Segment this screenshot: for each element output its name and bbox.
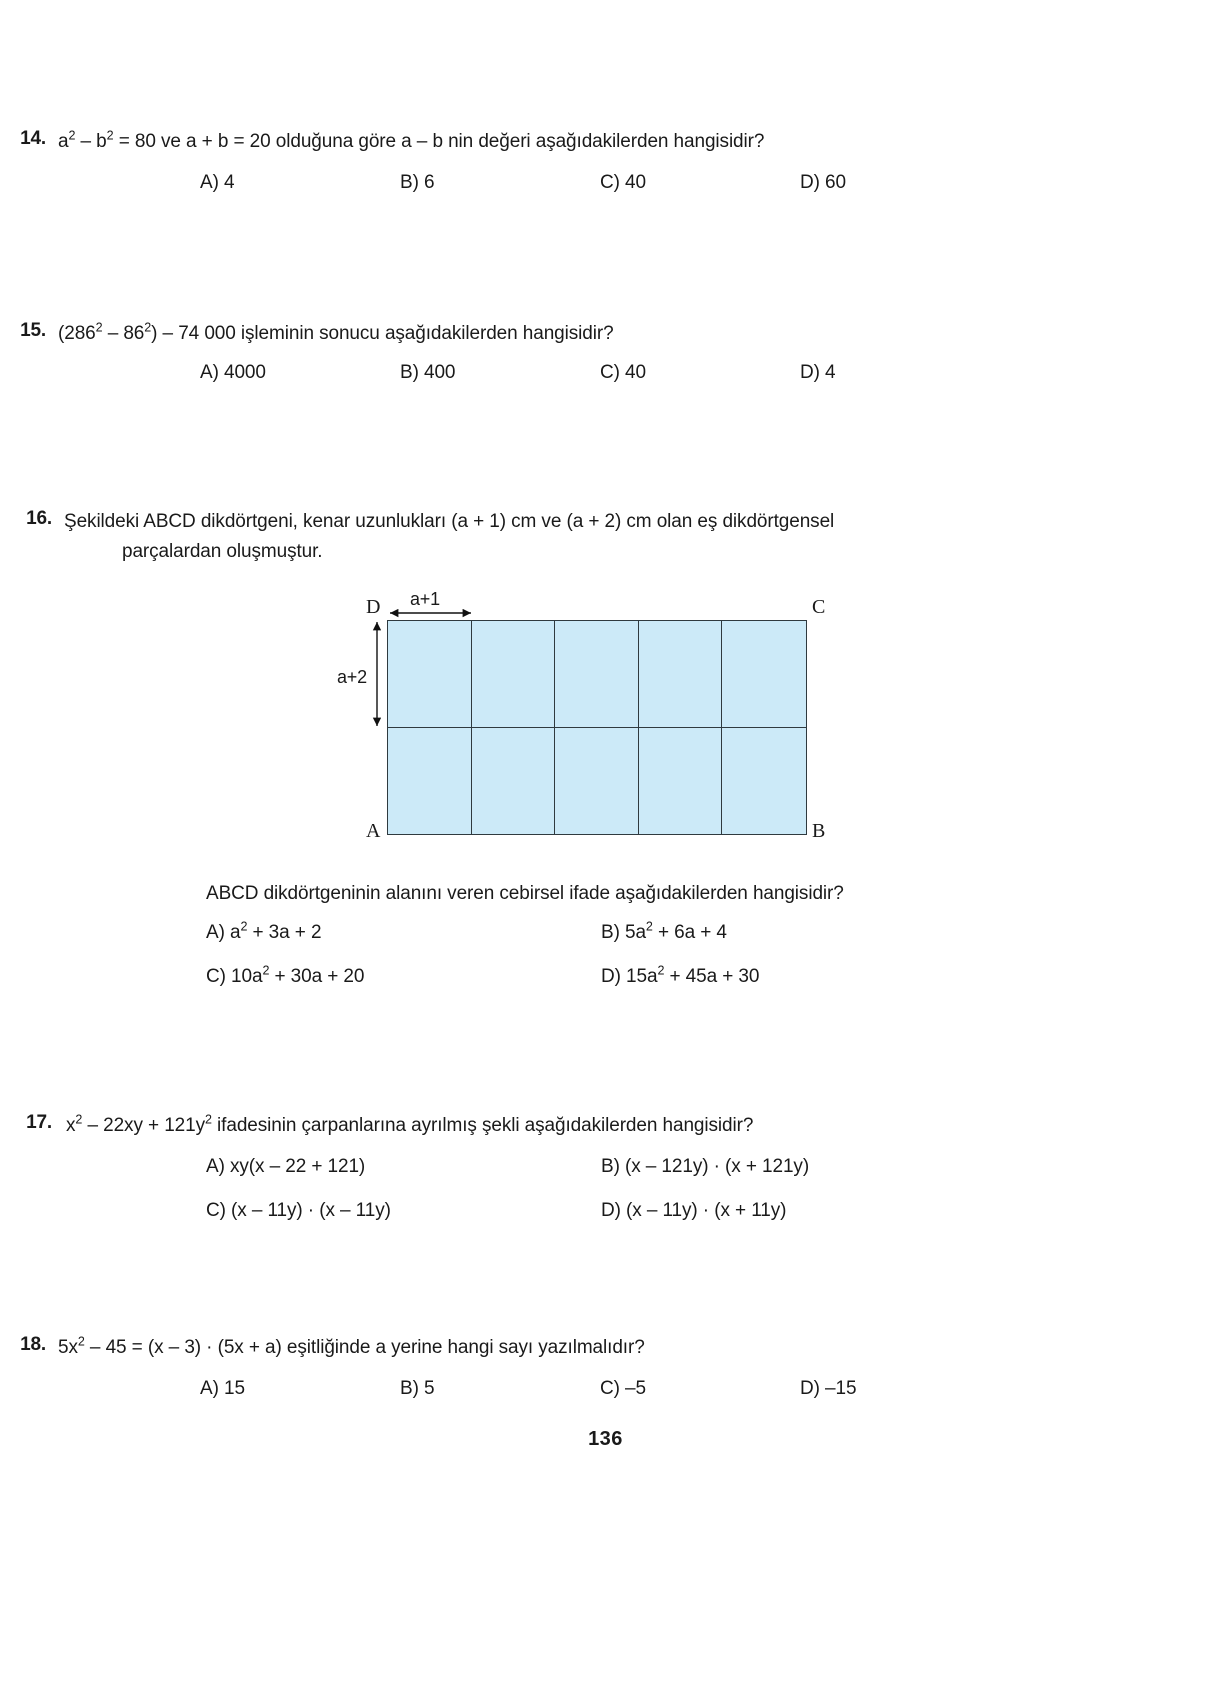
grid-cell bbox=[472, 728, 556, 835]
question-16-subquestion-text: ABCD dikdörtgeninin alanını veren cebirsel ifade aşağıdakilerden hangisidir? bbox=[206, 883, 844, 904]
grid-cell bbox=[555, 728, 639, 835]
question-18-number: 18. bbox=[20, 1334, 46, 1355]
vertex-label-C: C bbox=[812, 596, 826, 618]
option-18-C[interactable]: C) –5 bbox=[600, 1378, 646, 1399]
option-18-B[interactable]: B) 5 bbox=[400, 1378, 435, 1399]
vertex-label-B: B bbox=[812, 820, 826, 842]
question-18 bbox=[0, 1334, 1211, 1362]
grid-cell bbox=[722, 621, 806, 728]
question-14-number: 14. bbox=[20, 128, 46, 149]
grid-cell bbox=[555, 621, 639, 728]
option-17-B[interactable]: B) (x – 121y) · (x + 121y) bbox=[601, 1156, 810, 1177]
question-15-text: $(286^2 - 86^2) - 74$ 000 işleminin sonucu aşağıdakilerden hangisidir? bbox=[58, 320, 614, 344]
option-18-A[interactable]: A) 15 bbox=[200, 1378, 245, 1399]
option-16-C[interactable]: C) $10a^2 + 30a + 20$ bbox=[206, 963, 365, 987]
option-16-D[interactable]: D) $15a^2 + 45a + 30$ bbox=[601, 963, 760, 987]
option-16-A[interactable]: A) $a^2 + 3a + 2$ bbox=[206, 919, 322, 943]
grid-cell bbox=[388, 621, 472, 728]
option-15-D[interactable]: D) 4 bbox=[800, 362, 836, 383]
dimension-label-width: a+1 bbox=[410, 589, 440, 609]
grid-cell bbox=[472, 621, 556, 728]
option-15-B[interactable]: B) 400 bbox=[400, 362, 456, 383]
question-14 bbox=[0, 128, 1211, 156]
question-16-subquestion bbox=[0, 880, 1211, 908]
option-14-B[interactable]: B) 6 bbox=[400, 172, 435, 193]
question-17-number: 17. bbox=[26, 1112, 52, 1133]
grid-cell bbox=[388, 728, 472, 835]
option-14-D[interactable]: D) 60 bbox=[800, 172, 846, 193]
question-16-text-line1: Şekildeki ABCD dikdörtgeni, kenar uzunlukları (a + 1) cm ve (a + 2) cm olan eş dikdörtgensel bbox=[64, 511, 835, 532]
grid-cell bbox=[639, 621, 723, 728]
question-16 bbox=[0, 508, 1211, 566]
option-14-C[interactable]: C) 40 bbox=[600, 172, 646, 193]
option-15-A[interactable]: A) 4000 bbox=[200, 362, 266, 383]
option-15-C[interactable]: C) 40 bbox=[600, 362, 646, 383]
question-14-options bbox=[200, 172, 1000, 194]
question-17 bbox=[0, 1112, 1211, 1140]
abcd-rectangle-figure bbox=[0, 589, 1211, 862]
vertex-label-A: A bbox=[366, 820, 381, 842]
option-17-D[interactable]: D) (x – 11y) · (x + 11y) bbox=[601, 1200, 787, 1221]
question-15-options bbox=[200, 362, 1000, 384]
page-number: 136 bbox=[588, 1428, 623, 1450]
option-14-A[interactable]: A) 4 bbox=[200, 172, 235, 193]
question-17-text: $x^2 - 22xy + 121y^2$ ifadesinin çarpanlarına ayrılmış şekli aşağıdakilerden hangisidir? bbox=[66, 1112, 754, 1136]
question-16-number: 16. bbox=[26, 508, 52, 529]
grid-cell bbox=[639, 728, 723, 835]
dimension-label-height: a+2 bbox=[337, 667, 367, 687]
option-16-B[interactable]: B) $5a^2 + 6a + 4$ bbox=[601, 919, 727, 943]
question-15 bbox=[0, 320, 1211, 348]
question-14-text: $a^2 - b^2 = 80$ ve a + b = 20 olduğuna göre a – b nin değeri aşağıdakilerden hangisidir? bbox=[58, 128, 765, 152]
question-18-options bbox=[200, 1378, 1000, 1400]
question-15-number: 15. bbox=[20, 320, 46, 341]
question-17-options-row1 bbox=[206, 1156, 996, 1178]
grid-cell bbox=[722, 728, 806, 835]
question-16-options-row1 bbox=[206, 919, 996, 944]
option-17-C[interactable]: C) (x – 11y) · (x – 11y) bbox=[206, 1200, 391, 1221]
rectangle-grid bbox=[387, 620, 807, 835]
question-16-options-row2 bbox=[206, 963, 996, 988]
option-17-A[interactable]: A) xy(x – 22 + 121) bbox=[206, 1156, 366, 1177]
vertex-label-D: D bbox=[366, 596, 381, 618]
option-18-D[interactable]: D) –15 bbox=[800, 1378, 857, 1399]
question-18-text: $5x^2 - 45 = (x - 3) \cdot (5x + a)$ eşitliğinde a yerine hangi sayı yazılmalıdır? bbox=[58, 1334, 645, 1358]
question-16-text-line2: parçalardan oluşmuştur. bbox=[122, 541, 323, 562]
question-17-options-row2 bbox=[206, 1200, 996, 1222]
